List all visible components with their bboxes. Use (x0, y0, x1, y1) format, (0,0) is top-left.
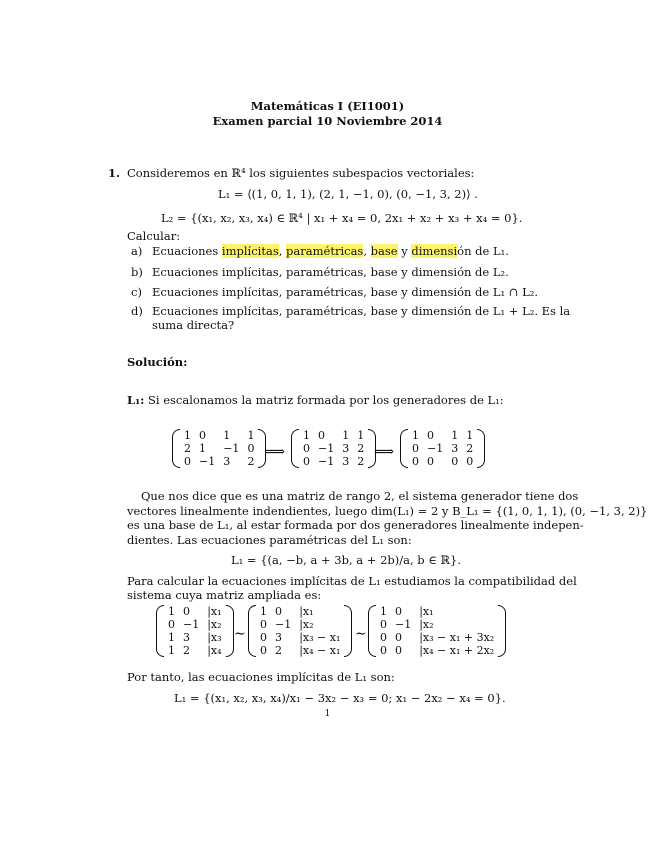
matrix-cell: 3 (342, 455, 350, 468)
paragraph-line: es una base de L₁, al estar formada por dos generadores linealmente indepen- (127, 518, 584, 532)
matrix-table (164, 605, 226, 657)
matrix-cell: 1 (342, 429, 350, 442)
matrix-row (164, 605, 226, 618)
matrix-cell: 2 (357, 442, 365, 455)
matrix-row (164, 631, 226, 644)
matrix-row (376, 631, 498, 644)
matrix-cell: 3 (275, 631, 282, 644)
problem-intro: Consideremos en ℝ⁴ los siguientes subespacios vectoriales: (127, 166, 475, 180)
document-subtitle: Examen parcial 10 Noviembre 2014 (212, 114, 443, 128)
matrix-row (376, 618, 498, 631)
augmented-matrix-3 (368, 605, 506, 657)
matrix-cell: 1 (466, 429, 474, 442)
matrix-cell: 1 (199, 442, 206, 455)
l2-definition: L₂ = {(x₁, x₂, x₃, x₄) ∈ ℝ⁴ | x₁ + x₄ = 0, 2x₁ + x₂ + x₃ + x₄ = 0}. (161, 211, 523, 225)
matrix-cell: 0 (275, 605, 282, 618)
matrix-cell: −1 (318, 455, 335, 468)
matrix-cell: 0 (380, 618, 387, 631)
matrix-row (376, 644, 498, 657)
problem-number: 1. (108, 166, 121, 180)
matrix-cell: |x₃ (207, 631, 222, 644)
augmented-matrix-1 (156, 605, 234, 657)
matrix-cell: −1 (427, 442, 444, 455)
implies-arrow: ⟹ (374, 444, 395, 460)
paragraph-line: Por tanto, las ecuaciones implícitas de L₁ son: (127, 670, 395, 684)
parametric-equation: L₁ = {(a, −b, a + 3b, a + 2b)/a, b ∈ ℝ}. (231, 553, 461, 567)
matrix-cell: 0 (395, 644, 402, 657)
item-c-text: Ecuaciones implícitas, paramétricas, base y dimensión de L₁ ∩ L₂. (152, 285, 538, 299)
matrix-cell: 1 (168, 631, 175, 644)
highlight: implícitas (221, 244, 279, 258)
equivalence-symbol: ∼ (355, 626, 367, 642)
matrix-3 (400, 429, 485, 468)
matrix-row (299, 442, 368, 455)
matrix-cell: 0 (303, 442, 310, 455)
matrix-cell: 2 (184, 442, 191, 455)
matrix-row (408, 442, 477, 455)
matrix-cell: −1 (275, 618, 292, 631)
matrix-cell: 0 (318, 429, 325, 442)
matrix-cell: 1 (168, 644, 175, 657)
matrix-cell: 0 (395, 631, 402, 644)
item-b-text: Ecuaciones implícitas, paramétricas, base y dimensión de L₂. (152, 265, 509, 279)
matrix-1 (172, 429, 266, 468)
matrix-cell: 0 (412, 442, 419, 455)
matrix-cell: 0 (412, 455, 419, 468)
matrix-cell: |x₄ − x₁ (299, 644, 341, 657)
matrix-row (180, 429, 258, 442)
paragraph-line: Que nos dice que es una matriz de rango 2, el sistema generador tiene dos (141, 489, 579, 503)
matrix-cell: 0 (303, 455, 310, 468)
matrix-cell: |x₂ (207, 618, 222, 631)
paragraph-line: Para calcular la ecuaciones implícitas de L₁ estudiamos la compatibilidad del (127, 574, 577, 588)
matrix-cell: 2 (275, 644, 282, 657)
matrix-row (376, 605, 498, 618)
matrix-cell: 0 (260, 644, 267, 657)
highlight: base (370, 244, 398, 258)
matrix-cell: 0 (395, 605, 402, 618)
item-a-text: Ecuaciones implícitas, paramétricas, base y dimensión de L₁. (152, 244, 509, 258)
matrix-cell: 0 (427, 455, 434, 468)
l1-definition: L₁ = ⟨(1, 0, 1, 1), (2, 1, −1, 0), (0, −1, 3, 2)⟩ . (218, 187, 478, 201)
document-title: Matemáticas I (EI1001) (250, 99, 405, 113)
matrix-cell: 0 (380, 631, 387, 644)
matrix-cell: |x₁ (207, 605, 222, 618)
matrix-cell: 1 (223, 429, 231, 442)
matrix-cell: 1 (184, 429, 191, 442)
matrix-cell: |x₁ (419, 605, 434, 618)
matrix-row (299, 455, 368, 468)
matrix-cell: 0 (184, 455, 191, 468)
matrix-cell: 0 (380, 644, 387, 657)
matrix-cell: 2 (357, 455, 365, 468)
paragraph-line: dientes. Las ecuaciones paramétricas del L₁ son: (127, 533, 412, 547)
matrix-cell: 3 (223, 455, 231, 468)
matrix-row (164, 644, 226, 657)
matrix-cell: 0 (183, 605, 190, 618)
matrix-cell: 2 (466, 442, 474, 455)
matrix-cell: 1 (380, 605, 387, 618)
highlight: dimensi (411, 244, 458, 258)
paragraph-line: vectores linealmente indendientes, luego dim(L₁) = 2 y B_L₁ = {(1, 0, 1, 1), (0, −1, 3, 2)} (127, 504, 648, 518)
matrix-2 (291, 429, 376, 468)
matrix-cell: −1 (183, 618, 200, 631)
matrix-table (376, 605, 498, 657)
matrix-cell: 0 (466, 455, 474, 468)
equivalence-symbol: ∼ (234, 626, 246, 642)
l1-label: L₁: (127, 393, 145, 407)
matrix-row (164, 618, 226, 631)
solution-heading: Solución: (127, 355, 188, 369)
item-label: d) (131, 304, 143, 318)
item-d-text: Ecuaciones implícitas, paramétricas, base y dimensión de L₁ + L₂. Es la (152, 304, 571, 318)
matrix-row (299, 429, 368, 442)
item-d-text-cont: suma directa? (152, 318, 235, 332)
item-label: c) (131, 285, 142, 299)
matrix-row (256, 618, 344, 631)
matrix-cell: 2 (247, 455, 255, 468)
matrix-table (180, 429, 258, 468)
matrix-cell: 3 (342, 442, 350, 455)
matrix-row (256, 644, 344, 657)
matrix-cell: |x₃ − x₁ (299, 631, 341, 644)
matrix-cell: −1 (395, 618, 412, 631)
matrix-cell: 3 (183, 631, 190, 644)
matrix-row (408, 429, 477, 442)
matrix-cell: 0 (247, 442, 255, 455)
matrix-cell: 1 (357, 429, 365, 442)
matrix-table (256, 605, 344, 657)
matrix-cell: |x₃ − x₁ + 3x₂ (419, 631, 495, 644)
matrix-cell: |x₂ (299, 618, 314, 631)
matrix-cell: |x₁ (299, 605, 314, 618)
matrix-cell: 0 (427, 429, 434, 442)
matrix-cell: 3 (451, 442, 459, 455)
augmented-matrix-2 (248, 605, 352, 657)
matrix-cell: 2 (183, 644, 190, 657)
matrix-cell: 1 (168, 605, 175, 618)
implicit-equation: L₁ = {(x₁, x₂, x₃, x₄)/x₁ − 3x₂ − x₃ = 0; x₁ − 2x₂ − x₄ = 0}. (174, 691, 506, 705)
matrix-row (256, 605, 344, 618)
matrix-cell: −1 (199, 455, 216, 468)
matrix-cell: 0 (260, 618, 267, 631)
item-label: b) (131, 265, 143, 279)
matrix-row (408, 455, 477, 468)
highlight: paramétricas (286, 244, 364, 258)
matrix-cell: −1 (318, 442, 335, 455)
l1-intro: Si escalonamos la matriz formada por los generadores de L₁: (148, 393, 504, 407)
page-number: 1 (324, 709, 331, 719)
matrix-cell: 1 (451, 429, 459, 442)
matrix-cell: 1 (412, 429, 419, 442)
calcular-label: Calcular: (127, 229, 181, 243)
matrix-table (408, 429, 477, 468)
matrix-cell: 0 (168, 618, 175, 631)
implies-arrow: ⟹ (265, 444, 286, 460)
matrix-cell: 0 (451, 455, 459, 468)
matrix-cell: 1 (247, 429, 255, 442)
matrix-cell: −1 (223, 442, 240, 455)
paragraph-line: sistema cuya matriz ampliada es: (127, 588, 322, 602)
matrix-cell: |x₄ (207, 644, 222, 657)
matrix-cell: |x₂ (419, 618, 434, 631)
item-label: a) (131, 244, 143, 258)
matrix-row (180, 442, 258, 455)
matrix-cell: |x₄ − x₁ + 2x₂ (419, 644, 495, 657)
matrix-row (256, 631, 344, 644)
matrix-cell: 1 (303, 429, 310, 442)
matrix-cell: 1 (260, 605, 267, 618)
matrix-cell: 0 (199, 429, 206, 442)
matrix-table (299, 429, 368, 468)
matrix-row (180, 455, 258, 468)
matrix-cell: 0 (260, 631, 267, 644)
